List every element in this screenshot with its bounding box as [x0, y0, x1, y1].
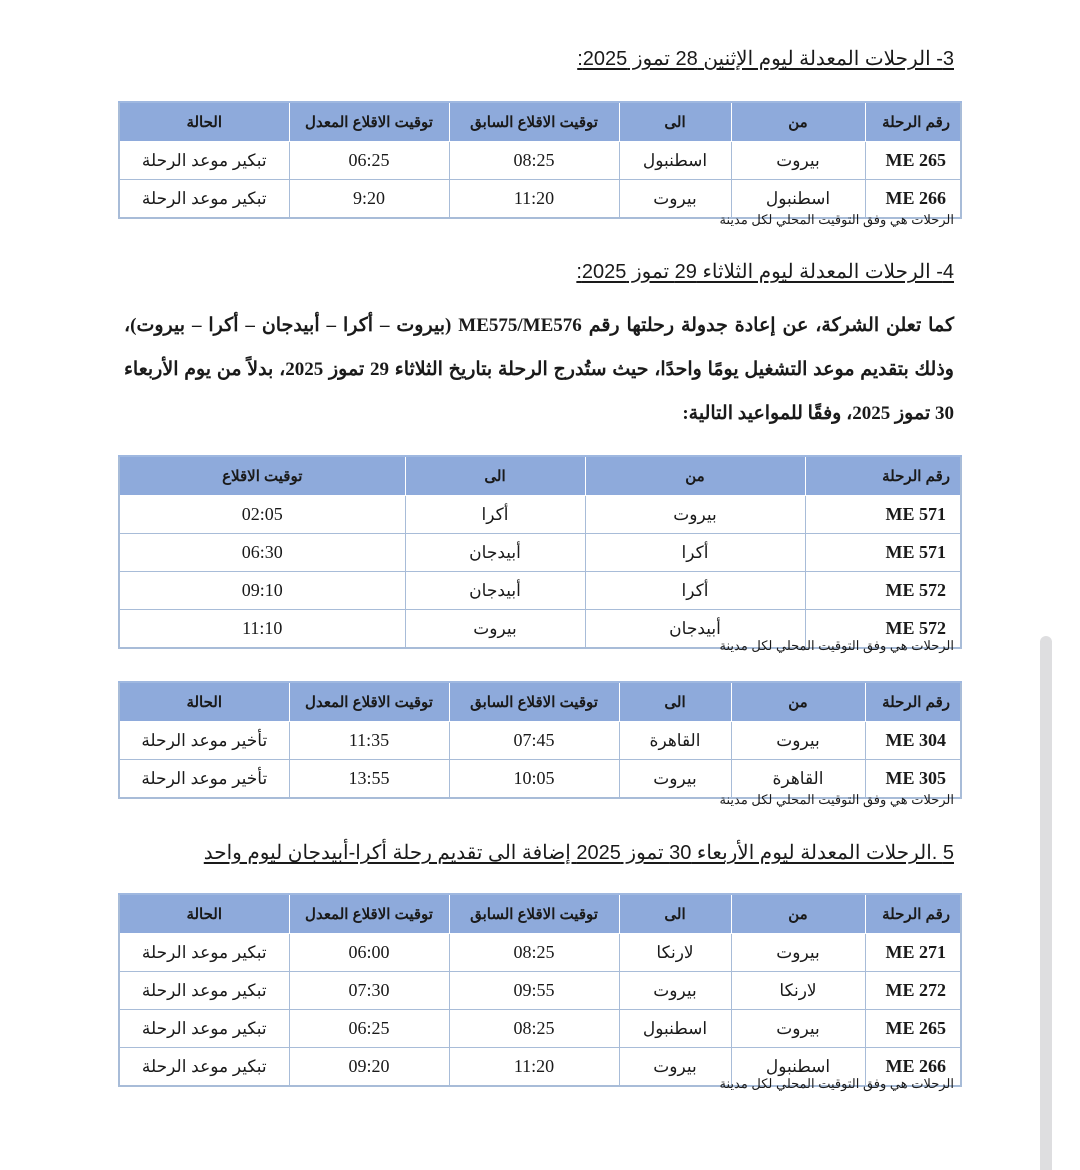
header-flight-number: رقم الرحلة	[865, 894, 961, 934]
section-3-table	[118, 101, 962, 219]
header-to: الى	[619, 894, 731, 934]
origin: القاهرة	[731, 760, 865, 799]
revised-departure: 09:20	[289, 1048, 449, 1087]
status: تبكير موعد الرحلة	[119, 180, 289, 219]
header-flight-number: رقم الرحلة	[865, 102, 961, 142]
header-from: من	[731, 102, 865, 142]
local-time-note: الرحلات هي وفق التوقيت المحلي لكل مدينة	[719, 1076, 954, 1091]
destination: القاهرة	[619, 722, 731, 760]
status: تبكير موعد الرحلة	[119, 1010, 289, 1048]
destination: بيروت	[619, 180, 731, 219]
previous-departure: 08:25	[449, 142, 619, 180]
flight-number: ME 571	[805, 496, 961, 534]
table-row	[119, 534, 961, 572]
destination: بيروت	[619, 972, 731, 1010]
table-row	[119, 934, 961, 972]
header-status: الحالة	[119, 682, 289, 722]
departure-time: 06:30	[119, 534, 405, 572]
header-revised-departure: توقيت الاقلاع المعدل	[289, 682, 449, 722]
previous-departure: 09:55	[449, 972, 619, 1010]
origin: بيروت	[731, 1010, 865, 1048]
flight-number: ME 304	[865, 722, 961, 760]
previous-departure: 10:05	[449, 760, 619, 799]
header-to: الى	[405, 456, 585, 496]
destination: بيروت	[619, 760, 731, 799]
header-revised-departure: توقيت الاقلاع المعدل	[289, 894, 449, 934]
destination: أكرا	[405, 496, 585, 534]
section-4-revised-table	[118, 681, 962, 799]
status: تبكير موعد الرحلة	[119, 934, 289, 972]
header-flight-number: رقم الرحلة	[805, 456, 961, 496]
header-previous-departure: توقيت الاقلاع السابق	[449, 894, 619, 934]
destination: بيروت	[405, 610, 585, 649]
departure-time: 09:10	[119, 572, 405, 610]
header-status: الحالة	[119, 102, 289, 142]
origin: بيروت	[731, 142, 865, 180]
origin: اسطنبول	[731, 180, 865, 219]
header-previous-departure: توقيت الاقلاع السابق	[449, 102, 619, 142]
flight-number: ME 266	[865, 1048, 961, 1087]
origin: أبيدجان	[585, 610, 805, 649]
table-row	[119, 1010, 961, 1048]
section-4-heading: 4- الرحلات المعدلة ليوم الثلاثاء 29 تموز 2025:	[576, 261, 954, 283]
table-row	[119, 496, 961, 534]
local-time-note: الرحلات هي وفق التوقيت المحلي لكل مدينة	[719, 212, 954, 227]
vertical-scrollbar[interactable]	[1040, 636, 1052, 1170]
table-header-row	[119, 102, 961, 142]
departure-time: 11:10	[119, 610, 405, 649]
revised-departure: 11:35	[289, 722, 449, 760]
revised-departure: 13:55	[289, 760, 449, 799]
previous-departure: 11:20	[449, 1048, 619, 1087]
table-row	[119, 722, 961, 760]
previous-departure: 08:25	[449, 1010, 619, 1048]
origin: أكرا	[585, 534, 805, 572]
header-from: من	[585, 456, 805, 496]
header-revised-departure: توقيت الاقلاع المعدل	[289, 102, 449, 142]
announcement-paragraph: كما تعلن الشركة، عن إعادة جدولة رحلتها رقم ME575/ME576 (بيروت – أكرا – أبيدجان – أكرا – بيروت)، وذلك بتقديم موعد التشغيل يومًا واحدًا، حيث ستُدرج الرحلة بتاريخ الثلاثاء 29 تموز 2025، بدلاً من يوم الأربعاء 30 تموز 2025، وفقًا للمواعيد التالية:	[124, 315, 955, 424]
destination: أبيدجان	[405, 534, 585, 572]
header-status: الحالة	[119, 894, 289, 934]
table-row	[119, 572, 961, 610]
previous-departure: 08:25	[449, 934, 619, 972]
previous-departure: 11:20	[449, 180, 619, 219]
header-from: من	[731, 894, 865, 934]
revised-departure: 9:20	[289, 180, 449, 219]
destination: اسطنبول	[619, 1010, 731, 1048]
header-to: الى	[619, 102, 731, 142]
table-header-row	[119, 894, 961, 934]
origin: بيروت	[585, 496, 805, 534]
flight-number: ME 571	[805, 534, 961, 572]
origin: بيروت	[731, 934, 865, 972]
status: تبكير موعد الرحلة	[119, 1048, 289, 1087]
status: تأخير موعد الرحلة	[119, 722, 289, 760]
flight-number: ME 266	[865, 180, 961, 219]
local-time-note: الرحلات هي وفق التوقيت المحلي لكل مدينة	[719, 638, 954, 653]
flight-number: ME 305	[865, 760, 961, 799]
flight-number: ME 265	[865, 1010, 961, 1048]
destination: بيروت	[619, 1048, 731, 1087]
flight-number: ME 265	[865, 142, 961, 180]
previous-departure: 07:45	[449, 722, 619, 760]
section-5-heading: 5 .الرحلات المعدلة ليوم الأربعاء 30 تموز 2025 إضافة الى تقديم رحلة أكرا-أبيدجان ليوم واحد	[203, 842, 954, 864]
revised-departure: 06:00	[289, 934, 449, 972]
revised-departure: 06:25	[289, 1010, 449, 1048]
table-header-row	[119, 456, 961, 496]
header-to: الى	[619, 682, 731, 722]
header-previous-departure: توقيت الاقلاع السابق	[449, 682, 619, 722]
departure-time: 02:05	[119, 496, 405, 534]
revised-departure: 06:25	[289, 142, 449, 180]
destination: اسطنبول	[619, 142, 731, 180]
origin: اسطنبول	[731, 1048, 865, 1087]
section-5-table	[118, 893, 962, 1087]
destination: لارنكا	[619, 934, 731, 972]
flight-number: ME 272	[865, 972, 961, 1010]
header-departure-time: توقيت الاقلاع	[119, 456, 405, 496]
section-4-schedule-table	[118, 455, 962, 649]
header-flight-number: رقم الرحلة	[865, 682, 961, 722]
section-3-heading: 3- الرحلات المعدلة ليوم الإثنين 28 تموز 2025:	[577, 48, 954, 70]
table-header-row	[119, 682, 961, 722]
header-from: من	[731, 682, 865, 722]
table-row	[119, 972, 961, 1010]
status: تبكير موعد الرحلة	[119, 972, 289, 1010]
flight-number: ME 572	[805, 610, 961, 649]
revised-departure: 07:30	[289, 972, 449, 1010]
flight-number: ME 572	[805, 572, 961, 610]
origin: أكرا	[585, 572, 805, 610]
origin: بيروت	[731, 722, 865, 760]
local-time-note: الرحلات هي وفق التوقيت المحلي لكل مدينة	[719, 792, 954, 807]
destination: أبيدجان	[405, 572, 585, 610]
table-row	[119, 142, 961, 180]
status: تبكير موعد الرحلة	[119, 142, 289, 180]
origin: لارنكا	[731, 972, 865, 1010]
status: تأخير موعد الرحلة	[119, 760, 289, 799]
flight-number: ME 271	[865, 934, 961, 972]
